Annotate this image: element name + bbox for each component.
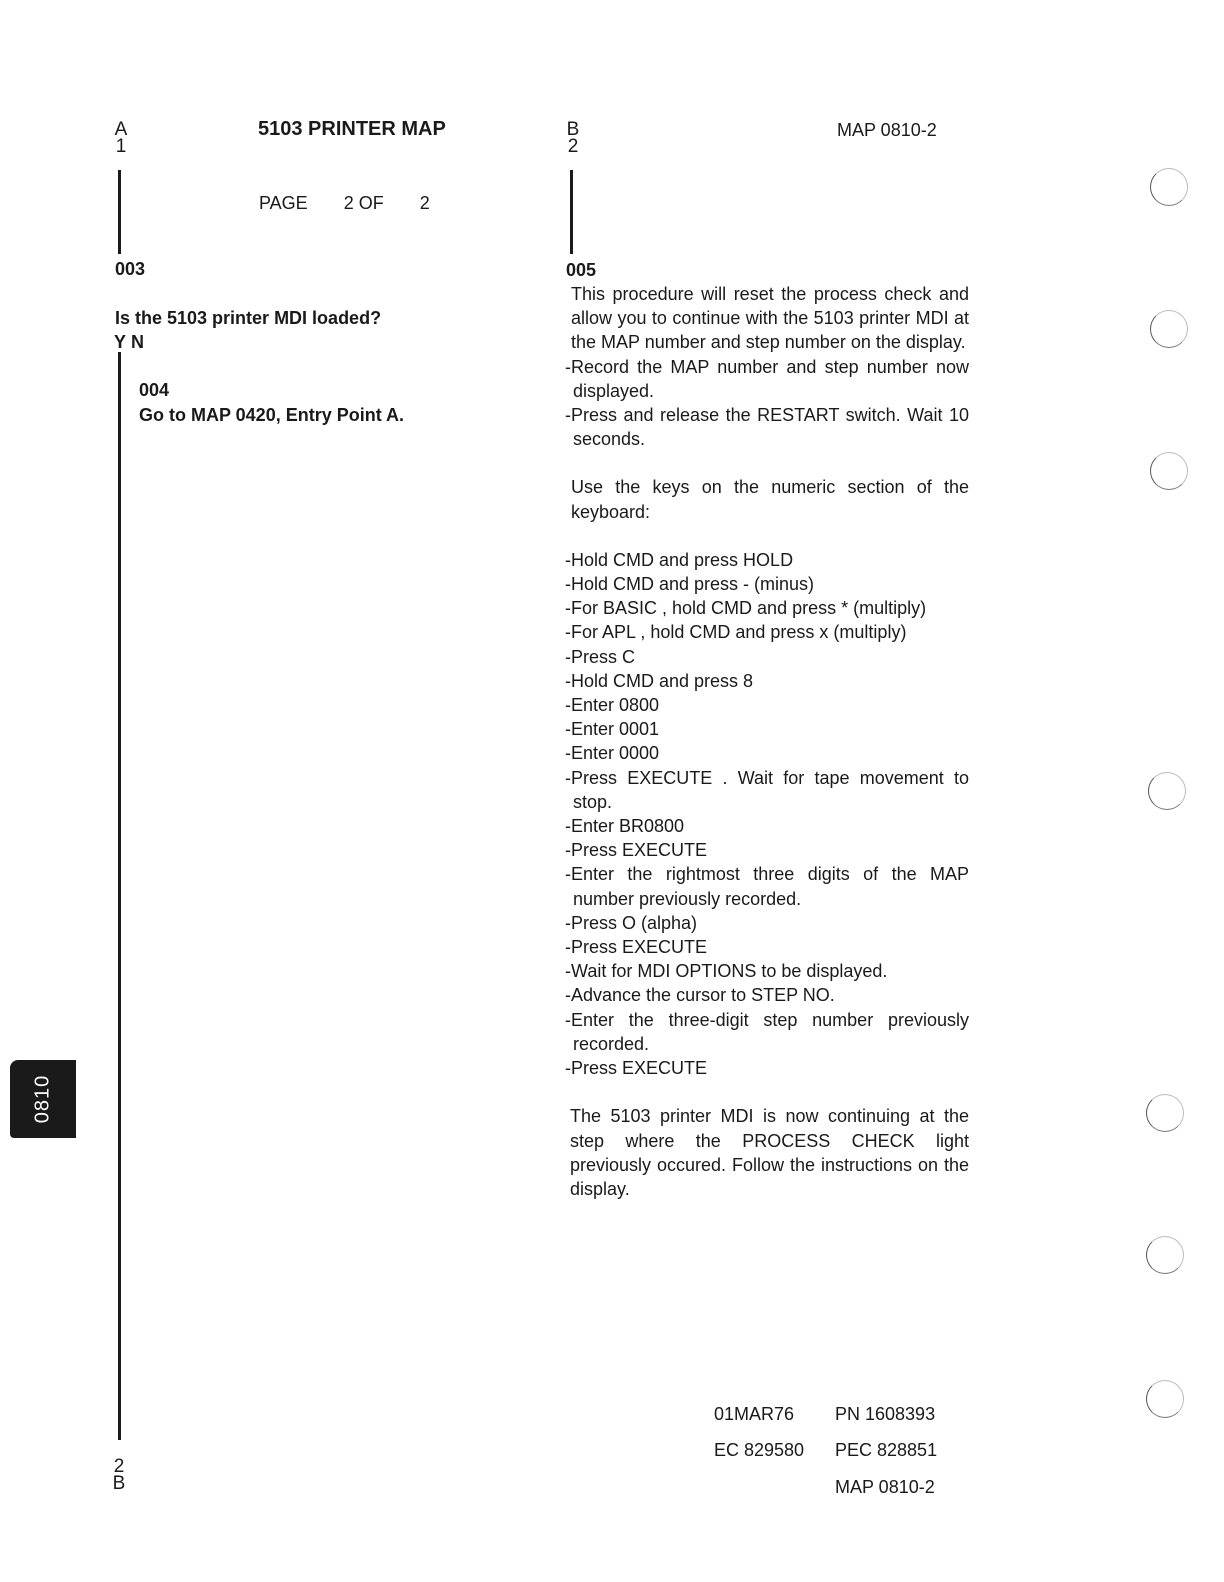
list-item: -Enter 0800: [565, 695, 660, 716]
list-item: -Press O (alpha): [565, 912, 698, 933]
left-connector-top: A 1: [114, 119, 128, 157]
flow-line-top-left: [118, 170, 121, 254]
list-item: -Hold CMD and press HOLD: [565, 549, 794, 570]
binder-hole-icon: [1150, 310, 1188, 348]
step-number-004: 004: [139, 380, 170, 400]
list-item: -For BASIC , hold CMD and press * (multiply): [565, 598, 927, 619]
map-identifier-header: MAP 0810-2: [837, 120, 937, 140]
list-item: -Press EXECUTE . Wait for tape movement to stop.: [565, 767, 969, 812]
go-to-action: Go to MAP 0420, Entry Point A.: [139, 405, 405, 425]
procedure-body: [565, 282, 969, 1201]
section-tab: [10, 1060, 76, 1138]
binder-hole-icon: [1148, 772, 1186, 810]
list-item: -Press EXECUTE: [565, 937, 708, 958]
flow-line-top-right: [570, 170, 573, 254]
procedure-closing: The 5103 printer MDI is now continuing at the step where the PROCESS CHECK light previously occured. Follow the instructions on the display.: [570, 1106, 969, 1199]
list-item: -Record the MAP number and step number now displayed.: [565, 356, 969, 401]
list-item: -Enter 0000: [565, 743, 660, 764]
list-item: -Enter 0001: [565, 719, 660, 740]
binder-hole-icon: [1146, 1236, 1184, 1274]
binder-hole-icon: [1150, 168, 1188, 206]
list-item: -Enter the rightmost three digits of the MAP number previously recorded.: [565, 864, 969, 909]
list-item: -Hold CMD and press 8: [565, 670, 754, 691]
page-indicator: PAGE 2 OF 2: [259, 193, 430, 213]
keys-intro: Use the keys on the numeric section of the keyboard:: [571, 477, 969, 522]
step-number-005: 005: [566, 260, 597, 280]
footer-ec-number: EC 829580: [714, 1440, 805, 1460]
list-item: -Press EXECUTE: [565, 840, 708, 861]
step-number-003: 003: [115, 259, 146, 279]
list-item: -Hold CMD and press - (minus): [565, 574, 815, 595]
decision-question: Is the 5103 printer MDI loaded?: [115, 308, 382, 328]
yes-no-labels: Y N: [114, 332, 145, 352]
list-item: -For APL , hold CMD and press x (multiply): [565, 622, 907, 643]
binder-hole-icon: [1146, 1380, 1184, 1418]
footer-date: 01MAR76: [714, 1404, 795, 1424]
right-connector-top: B 2: [566, 119, 580, 157]
procedure-intro: This procedure will reset the process check and allow you to continue with the 5103 printer MDI at the MAP number and step number on the display.: [571, 284, 969, 353]
footer-part-number: PN 1608393: [835, 1404, 936, 1424]
list-item: -Press EXECUTE: [565, 1058, 708, 1079]
list-item: -Enter BR0800: [565, 816, 685, 837]
section-tab-label: 0810: [31, 1074, 54, 1124]
binder-hole-icon: [1146, 1094, 1184, 1132]
footer-map-identifier: MAP 0810-2: [835, 1477, 935, 1497]
list-item: -Press C: [565, 646, 636, 667]
pre-steps-list: [565, 355, 969, 452]
left-connector-bottom: 2 B: [112, 1456, 126, 1494]
procedure-steps-list: [565, 548, 969, 1080]
list-item: -Advance the cursor to STEP NO.: [565, 985, 835, 1006]
flow-line-yes-branch: [118, 352, 121, 1440]
binder-hole-icon: [1150, 452, 1188, 490]
page-title: 5103 PRINTER MAP: [258, 118, 446, 140]
footer-pec-number: PEC 828851: [835, 1440, 938, 1460]
list-item: -Wait for MDI OPTIONS to be displayed.: [565, 961, 888, 982]
list-item: -Press and release the RESTART switch. Wait 10 seconds.: [565, 405, 969, 450]
list-item: -Enter the three-digit step number previously recorded.: [565, 1009, 969, 1054]
